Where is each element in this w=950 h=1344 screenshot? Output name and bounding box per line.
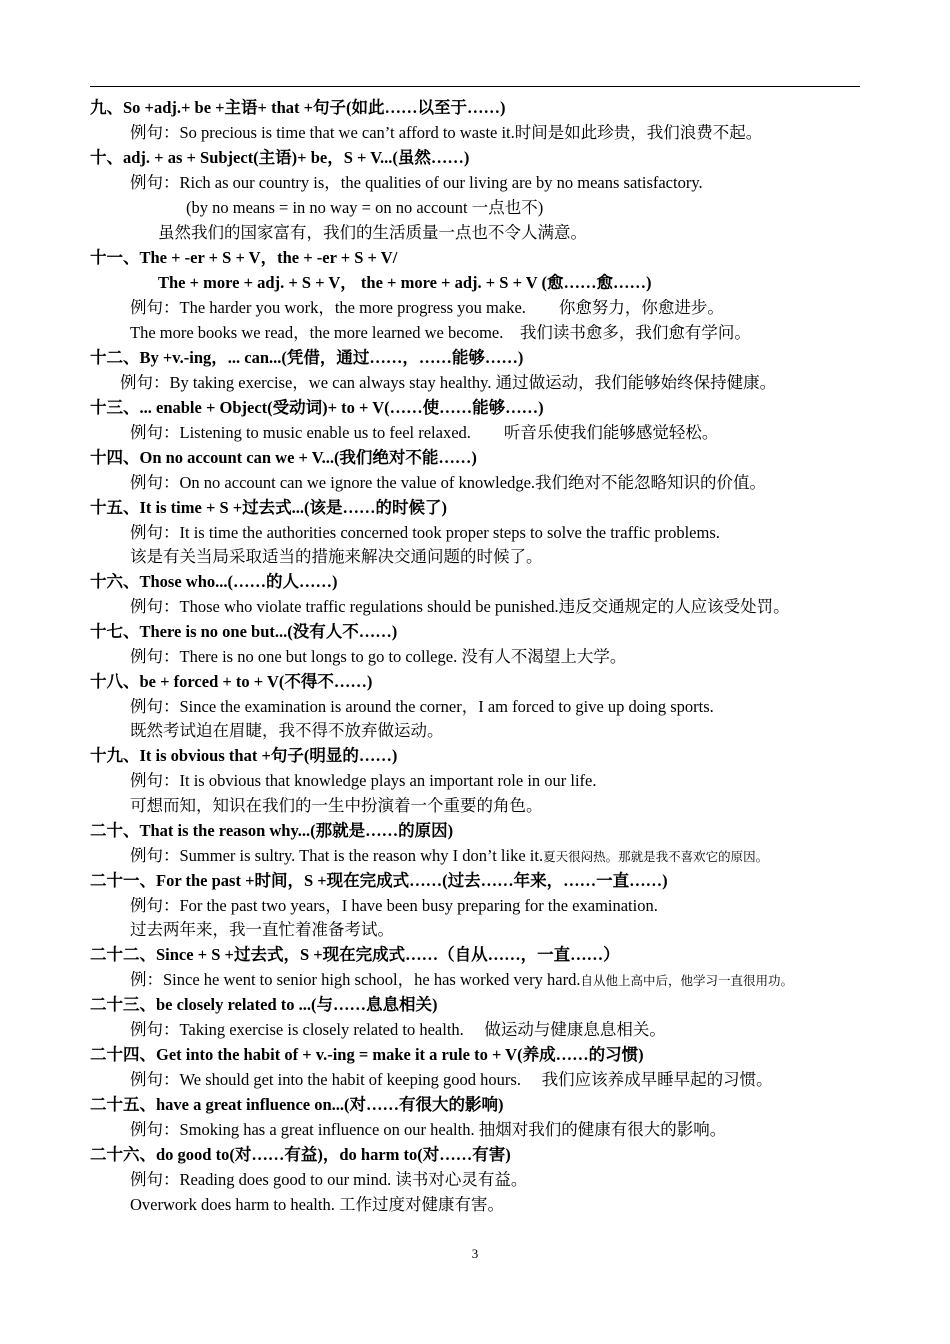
line-text: 过去两年来，我一直忙着准备考试。 <box>130 920 394 939</box>
example-line <box>158 221 587 245</box>
line-text: The more books we read，the more learned we become. 我们读书愈多，我们愈有学问。 <box>130 323 751 342</box>
example-line <box>130 695 714 719</box>
line-text: 二十四、Get into the habit of + v.-ing = make it a rule to + V(养成……的习惯) <box>90 1045 644 1064</box>
pattern-heading <box>90 146 469 170</box>
line-text: 二十六、do good to(对……有益)，do harm to(对……有害) <box>90 1145 511 1164</box>
line-text: The + more + adj. + S + V， the + more + adj. + S + V (愈……愈……) <box>158 273 652 292</box>
line-text: 例句：The harder you work，the more progress you make. 你愈努力，你愈进步。 <box>130 298 724 317</box>
header-rule <box>90 86 860 87</box>
pattern-heading <box>90 1043 644 1067</box>
example-line <box>130 719 444 743</box>
line-text: 十四、On no account can we + V...(我们绝对不能……) <box>90 448 477 467</box>
line-text: 例句：There is no one but longs to go to college. 没有人不渴望上大学。 <box>130 647 627 666</box>
line-text: 十、adj. + as + Subject(主语)+ be，S + V...(虽然……) <box>90 148 470 167</box>
example-line <box>130 844 768 869</box>
line-text: 例句：Summer is sultry. That is the reason why I don’t like it. <box>130 846 544 865</box>
example-line <box>120 371 776 395</box>
line-text: 既然考试迫在眉睫，我不得不放弃做运动。 <box>130 721 444 740</box>
example-line <box>130 968 793 993</box>
translation-small: 自从他上高中后，他学习一直很用功。 <box>580 974 793 988</box>
line-text: 例句：Smoking has a great influence on our health. 抽烟对我们的健康有很大的影响。 <box>130 1120 727 1139</box>
line-text: 例句：So precious is time that we can’t afford to waste it.时间是如此珍贵，我们浪费不起。 <box>130 123 763 142</box>
example-line <box>130 794 543 818</box>
pattern-heading <box>90 620 397 644</box>
line-text: 可想而知，知识在我们的一生中扮演着一个重要的角色。 <box>130 796 543 815</box>
line-text: Overwork does harm to health. 工作过度对健康有害。 <box>130 1195 504 1214</box>
pattern-heading <box>90 943 620 967</box>
example-line <box>130 421 718 445</box>
pattern-heading <box>90 246 397 270</box>
line-text: 虽然我们的国家富有，我们的生活质量一点也不令人满意。 <box>158 223 587 242</box>
line-text: 例句：By taking exercise，we can always stay healthy. 通过做运动，我们能够始终保持健康。 <box>120 373 777 392</box>
pattern-heading <box>90 96 506 120</box>
pattern-heading <box>90 670 372 694</box>
page-number: 3 <box>471 1246 479 1261</box>
line-text: 例句：For the past two years，I have been busy preparing for the examination. <box>130 896 658 915</box>
line-text: (by no means = in no way = on no account 一点也不) <box>186 198 544 217</box>
pattern-heading <box>90 570 338 594</box>
example-line <box>130 595 790 619</box>
line-text: 十二、By +v.-ing，... can...(凭借，通过……，……能够……) <box>90 348 524 367</box>
example-line <box>130 1193 504 1217</box>
pattern-heading <box>90 496 447 520</box>
example-line <box>130 321 751 345</box>
example-line <box>130 521 720 545</box>
line-text: 例句：Listening to music enable us to feel relaxed. 听音乐使我们能够感觉轻松。 <box>130 423 719 442</box>
pattern-heading <box>90 744 397 768</box>
example-line <box>186 196 543 220</box>
line-text: 例句：Reading does good to our mind. 读书对心灵有益。 <box>130 1170 528 1189</box>
pattern-heading <box>90 993 438 1017</box>
example-line <box>130 545 543 569</box>
example-line <box>130 1068 773 1092</box>
line-text: 例句：On no account can we ignore the value of knowledge.我们绝对不能忽略知识的价值。 <box>130 473 767 492</box>
pattern-heading <box>90 396 544 420</box>
line-text: 例句：Taking exercise is closely related to health. 做运动与健康息息相关。 <box>130 1020 666 1039</box>
pattern-heading <box>90 869 668 893</box>
line-text: 例句：We should get into the habit of keeping good hours. 我们应该养成早睡早起的习惯。 <box>130 1070 773 1089</box>
example-line <box>130 1168 527 1192</box>
line-text: 二十二、Since + S +过去式，S +现在完成式……（自从……，一直……） <box>90 945 620 964</box>
line-text: 该是有关当局采取适当的措施来解决交通问题的时候了。 <box>130 547 543 566</box>
example-line <box>130 1018 666 1042</box>
translation-small: 夏天很闷热。那就是我不喜欢它的原因。 <box>543 850 769 864</box>
line-text: 十七、There is no one but...(没有人不……) <box>90 622 398 641</box>
line-text: 例句：Since the examination is around the corner，I am forced to give up doing sports. <box>130 697 714 716</box>
example-line <box>130 918 394 942</box>
line-text: 十九、It is obvious that +句子(明显的……) <box>90 746 398 765</box>
line-text: 十一、The + -er + S + V，the + -er + S + V/ <box>90 248 398 267</box>
line-text: 二十一、For the past +时间，S +现在完成式……(过去……年来，……一直……) <box>90 871 668 890</box>
pattern-heading <box>158 271 652 295</box>
pattern-heading <box>90 819 453 843</box>
line-text: 二十三、be closely related to ...(与……息息相关) <box>90 995 438 1014</box>
example-line <box>130 1118 726 1142</box>
pattern-heading <box>90 1143 511 1167</box>
example-line <box>130 471 766 495</box>
line-text: 二十五、have a great influence on...(对……有很大的影响) <box>90 1095 504 1114</box>
pattern-heading <box>90 446 477 470</box>
line-text: 例句：It is obvious that knowledge plays an important role in our life. <box>130 771 597 790</box>
line-text: 例句：Those who violate traffic regulations should be punished.违反交通规定的人应该受处罚。 <box>130 597 790 616</box>
example-line <box>130 296 724 320</box>
line-text: 例句：It is time the authorities concerned took proper steps to solve the traffic problems. <box>130 523 720 542</box>
pattern-heading <box>90 346 523 370</box>
example-line <box>130 645 626 669</box>
example-line <box>130 171 703 195</box>
line-text: 例句：Rich as our country is，the qualities of our living are by no means satisfactory. <box>130 173 703 192</box>
pattern-heading <box>90 1093 504 1117</box>
example-line <box>130 894 658 918</box>
example-line <box>130 769 597 793</box>
line-text: 九、So +adj.+ be +主语+ that +句子(如此……以至于……) <box>90 98 506 117</box>
line-text: 十八、be + forced + to + V(不得不……) <box>90 672 373 691</box>
line-text: 十六、Those who...(……的人……) <box>90 572 338 591</box>
example-line <box>130 121 762 145</box>
line-text: 例：Since he went to senior high school，he has worked very hard. <box>130 970 581 989</box>
line-text: 二十、That is the reason why...(那就是……的原因) <box>90 821 454 840</box>
line-text: 十三、... enable + Object(受动词)+ to + V(……使……能够……) <box>90 398 544 417</box>
line-text: 十五、It is time + S +过去式...(该是……的时候了) <box>90 498 448 517</box>
